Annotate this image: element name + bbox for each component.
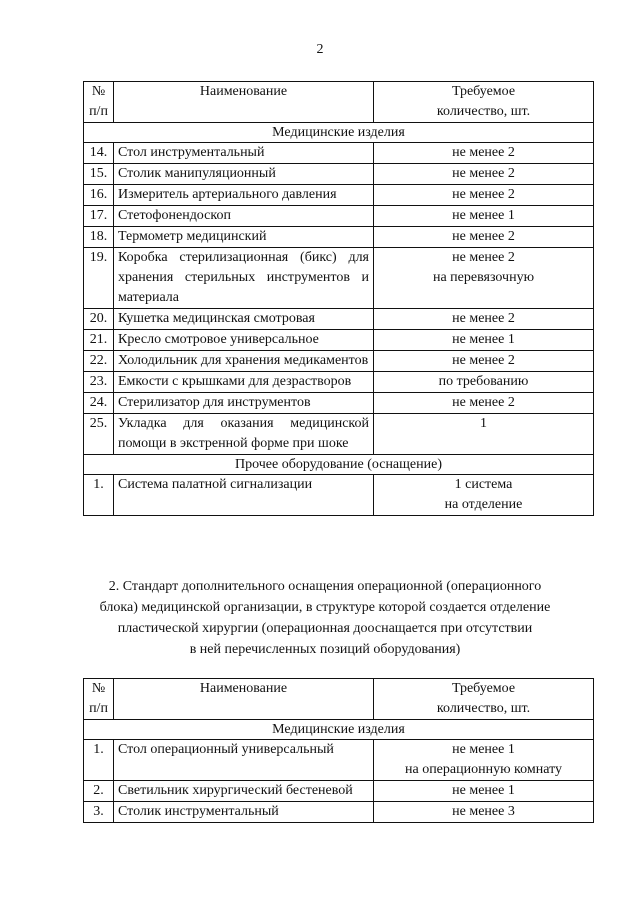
row-qty: не менее 3	[374, 802, 594, 823]
section-row	[84, 455, 594, 475]
table-row	[84, 164, 594, 185]
row-num: 17.	[84, 206, 114, 227]
row-qty: не менее 2	[374, 351, 594, 372]
row-qty	[374, 248, 594, 309]
table-row	[84, 781, 594, 802]
row-qty: не менее 1	[374, 781, 594, 802]
row-name: Кресло смотровое универсальное	[114, 330, 374, 351]
page-number: 2	[316, 42, 324, 57]
header-name: Наименование	[114, 82, 374, 123]
header-qty-line2: количество, шт.	[436, 701, 531, 716]
row-num: 22.	[84, 351, 114, 372]
row-qty-line2: на перевязочную	[432, 270, 535, 285]
paragraph-line: пластической хирургии (операционная дооснащается при отсутствии	[117, 621, 533, 636]
row-name: Стол инструментальный	[114, 143, 374, 164]
equipment-table-2	[83, 678, 594, 823]
row-qty: 1	[374, 414, 594, 455]
row-num: 3.	[84, 802, 114, 823]
row-qty: не менее 1	[374, 330, 594, 351]
header-num-line2: п/п	[89, 701, 108, 716]
row-num: 18.	[84, 227, 114, 248]
row-qty: не менее 2	[374, 143, 594, 164]
row-qty: не менее 2	[374, 393, 594, 414]
header-qty-line1: Требуемое	[451, 681, 516, 696]
row-qty: по требованию	[374, 372, 594, 393]
row-name: Укладка для оказания медицинской помощи в экстренной форме при шоке	[114, 414, 374, 455]
row-num: 23.	[84, 372, 114, 393]
row-name: Кушетка медицинская смотровая	[114, 309, 374, 330]
table-row	[84, 475, 594, 516]
row-name: Система палатной сигнализации	[114, 475, 374, 516]
row-qty-line2: на отделение	[444, 497, 523, 512]
table-row	[84, 802, 594, 823]
row-num: 21.	[84, 330, 114, 351]
table-row	[84, 206, 594, 227]
header-qty-line1: Требуемое	[451, 84, 516, 99]
row-qty-line1: 1 система	[454, 477, 513, 492]
table-row	[84, 414, 594, 455]
section-row	[84, 123, 594, 143]
section-title: Прочее оборудование (оснащение)	[84, 455, 594, 475]
header-name: Наименование	[114, 679, 374, 720]
row-qty: не менее 2	[374, 309, 594, 330]
table-row	[84, 372, 594, 393]
header-num-line1: №	[91, 681, 106, 696]
row-num: 16.	[84, 185, 114, 206]
table-row	[84, 185, 594, 206]
table-row	[84, 351, 594, 372]
row-qty	[374, 740, 594, 781]
row-num: 1.	[84, 740, 114, 781]
table-row	[84, 143, 594, 164]
row-name: Емкости с крышками для дезрастворов	[114, 372, 374, 393]
row-num: 14.	[84, 143, 114, 164]
header-num	[84, 82, 114, 123]
row-qty-line1: не менее 2	[452, 250, 515, 265]
row-num: 1.	[84, 475, 114, 516]
row-qty: не менее 2	[374, 227, 594, 248]
section-row	[84, 720, 594, 740]
row-num: 20.	[84, 309, 114, 330]
table-row	[84, 227, 594, 248]
header-qty	[374, 82, 594, 123]
row-qty-line2: на операционную комнату	[404, 762, 562, 777]
equipment-table-1	[83, 81, 594, 516]
row-name: Стол операционный универсальный	[114, 740, 374, 781]
standard-paragraph	[90, 576, 560, 660]
table-row	[84, 309, 594, 330]
row-qty-line1: не менее 1	[452, 742, 515, 757]
section-title: Медицинские изделия	[84, 123, 594, 143]
row-num: 15.	[84, 164, 114, 185]
row-qty: не менее 2	[374, 164, 594, 185]
row-name: Коробка стерилизационная (бикс) для хранения стерильных инструментов и материала	[114, 248, 374, 309]
table-row	[84, 740, 594, 781]
row-qty: не менее 1	[374, 206, 594, 227]
table-header-row	[84, 82, 594, 123]
paragraph-line: 2. Стандарт дополнительного оснащения операционной (операционного	[108, 579, 542, 594]
table-row	[84, 393, 594, 414]
row-name: Столик инструментальный	[114, 802, 374, 823]
table-row	[84, 248, 594, 309]
paragraph-line: в ней перечисленных позиций оборудования)	[189, 642, 461, 657]
row-num: 25.	[84, 414, 114, 455]
section-title: Медицинские изделия	[84, 720, 594, 740]
row-qty: не менее 2	[374, 185, 594, 206]
paragraph-line: блока) медицинской организации, в структуре которой создается отделение	[99, 600, 551, 615]
row-name: Холодильник для хранения медикаментов	[114, 351, 374, 372]
row-name: Измеритель артериального давления	[114, 185, 374, 206]
header-num-line2: п/п	[89, 104, 108, 119]
row-name: Столик манипуляционный	[114, 164, 374, 185]
row-name: Стетофонендоскоп	[114, 206, 374, 227]
row-num: 24.	[84, 393, 114, 414]
row-num: 19.	[84, 248, 114, 309]
row-name: Светильник хирургический бестеневой	[114, 781, 374, 802]
row-qty	[374, 475, 594, 516]
header-num	[84, 679, 114, 720]
header-num-line1: №	[91, 84, 106, 99]
header-qty	[374, 679, 594, 720]
row-num: 2.	[84, 781, 114, 802]
header-qty-line2: количество, шт.	[436, 104, 531, 119]
row-name: Стерилизатор для инструментов	[114, 393, 374, 414]
table-header-row	[84, 679, 594, 720]
row-name: Термометр медицинский	[114, 227, 374, 248]
table-row	[84, 330, 594, 351]
